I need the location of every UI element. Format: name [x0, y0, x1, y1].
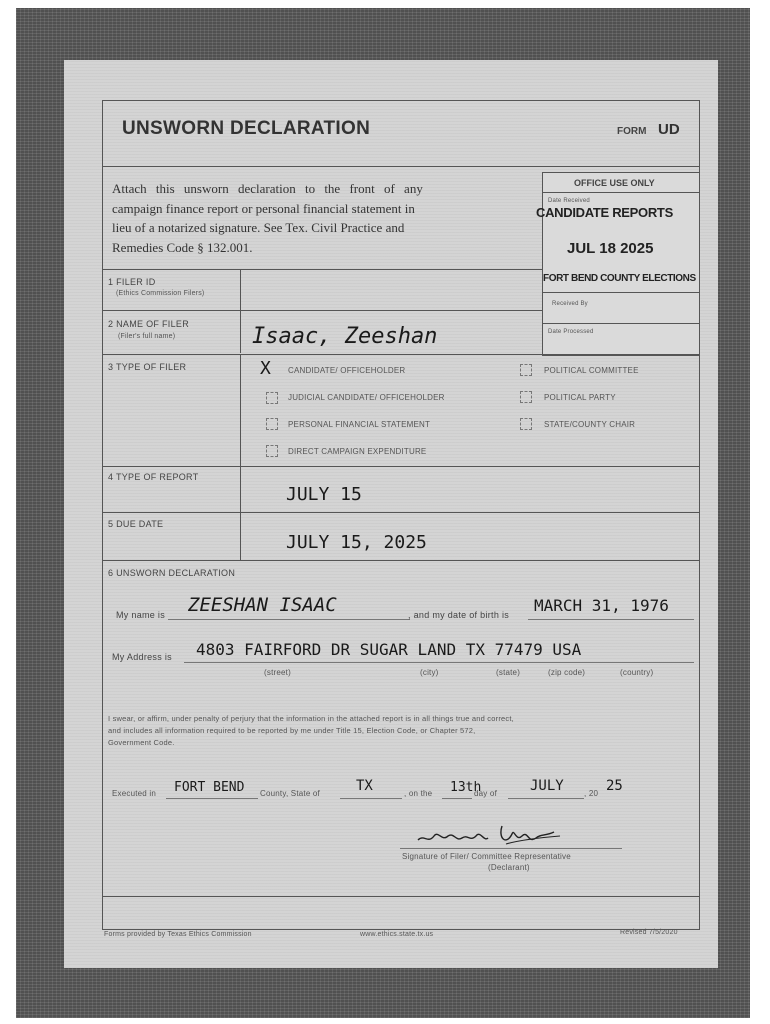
- checkbox-chair[interactable]: [520, 418, 532, 430]
- year-value: 25: [606, 778, 623, 794]
- checkbox-party[interactable]: [520, 391, 532, 403]
- instructions-line-3: lieu of a notarized signature. See Tex. Civil Practice and: [112, 220, 405, 235]
- dob-prefix: , and my date of birth is: [408, 610, 510, 620]
- stamp-candidate-reports: CANDIDATE REPORTS: [536, 205, 673, 220]
- form-code: UD: [658, 121, 680, 138]
- addr-label-country: (country): [620, 668, 654, 677]
- dob-value: MARCH 31, 1976: [534, 596, 669, 615]
- stamp-date: JUL 18 2025: [567, 240, 654, 257]
- form-label: FORM: [617, 126, 647, 137]
- filer-name-value: Isaac, Zeeshan: [252, 324, 438, 349]
- checkbox-pfs[interactable]: [266, 418, 278, 430]
- filer-type-judicial: JUDICIAL CANDIDATE/ OFFICEHOLDER: [288, 393, 445, 402]
- on-the-label: , on the: [404, 789, 433, 798]
- declarant-label: (Declarant): [488, 863, 530, 872]
- office-use-header: OFFICE USE ONLY: [574, 178, 655, 188]
- instructions-line-2: campaign finance report or personal financial statement in: [112, 201, 415, 216]
- year-prefix: , 20: [584, 789, 599, 798]
- address-value: 4803 FAIRFORD DR SUGAR LAND TX 77479 USA: [196, 640, 582, 659]
- name-of-filer-sublabel: (Filer's full name): [118, 333, 176, 340]
- filer-id-label: 1 FILER ID: [108, 277, 156, 287]
- filer-type-pac: POLITICAL COMMITTEE: [544, 366, 639, 375]
- day-value: 13th: [450, 780, 482, 795]
- address-prefix: My Address is: [112, 652, 172, 662]
- due-date-value: JULY 15, 2025: [286, 532, 427, 553]
- type-of-filer-label: 3 TYPE OF FILER: [108, 362, 187, 372]
- state-value: TX: [356, 778, 373, 794]
- instructions-line-4: Remedies Code § 132.001.: [112, 240, 253, 255]
- checkbox-dce[interactable]: [266, 445, 278, 457]
- county-value: FORT BEND: [174, 780, 245, 795]
- county-state-label: County, State of: [260, 789, 320, 798]
- executed-prefix: Executed in: [112, 789, 157, 798]
- instructions-line-1: Attach this unsworn declaration to the front of any: [112, 181, 423, 196]
- stamp-fort-bend-elections: FORT BEND COUNTY ELECTIONS: [543, 273, 696, 284]
- date-processed-label: Date Processed: [548, 329, 594, 335]
- month-value: JULY: [530, 778, 564, 794]
- addr-label-state: (state): [496, 668, 521, 677]
- checkbox-judicial[interactable]: [266, 392, 278, 404]
- signature-label: Signature of Filer/ Committee Representative: [402, 852, 571, 861]
- unsworn-declaration-label: 6 UNSWORN DECLARATION: [108, 568, 236, 578]
- form-page: [64, 60, 718, 968]
- declarant-signature: [410, 816, 570, 852]
- footer-website: www.ethics.state.tx.us: [360, 931, 434, 938]
- candidate-checkmark: X: [260, 358, 271, 379]
- filer-type-dce: DIRECT CAMPAIGN EXPENDITURE: [288, 447, 427, 456]
- checkbox-pac[interactable]: [520, 364, 532, 376]
- statement-line-1: I swear, or affirm, under penalty of perjury that the information in the attached report is in all things true and correct,: [108, 714, 514, 723]
- type-of-report-label: 4 TYPE OF REPORT: [108, 472, 199, 482]
- footer-provided-by: Forms provided by Texas Ethics Commission: [104, 931, 252, 938]
- addr-label-street: (street): [264, 668, 291, 677]
- received-by-label: Received By: [552, 301, 588, 307]
- declarant-name-value: ZEESHAN ISAAC: [188, 594, 337, 616]
- day-of-label: day of: [474, 789, 497, 798]
- footer-revised: Revised 7/5/2020: [620, 929, 678, 936]
- date-received-label: Date Received: [548, 198, 590, 204]
- my-name-prefix: My name is: [116, 610, 166, 620]
- filer-type-pfs: PERSONAL FINANCIAL STATEMENT: [288, 420, 431, 429]
- addr-label-zip: (zip code): [548, 668, 586, 677]
- due-date-label: 5 DUE DATE: [108, 519, 164, 529]
- type-of-report-value: JULY 15: [286, 484, 362, 505]
- filer-type-party: POLITICAL PARTY: [544, 393, 616, 402]
- filer-type-candidate: CANDIDATE/ OFFICEHOLDER: [288, 366, 406, 375]
- addr-label-city: (city): [420, 668, 439, 677]
- filer-id-sublabel: (Ethics Commission Filers): [116, 290, 205, 297]
- name-of-filer-label: 2 NAME OF FILER: [108, 319, 190, 329]
- form-title: UNSWORN DECLARATION: [122, 118, 371, 139]
- statement-line-2: and includes all information required to be reported by me under Title 15, Election Code, or Chapter 572,: [108, 726, 476, 735]
- statement-line-3: Government Code.: [108, 738, 175, 747]
- filer-type-chair: STATE/COUNTY CHAIR: [544, 420, 636, 429]
